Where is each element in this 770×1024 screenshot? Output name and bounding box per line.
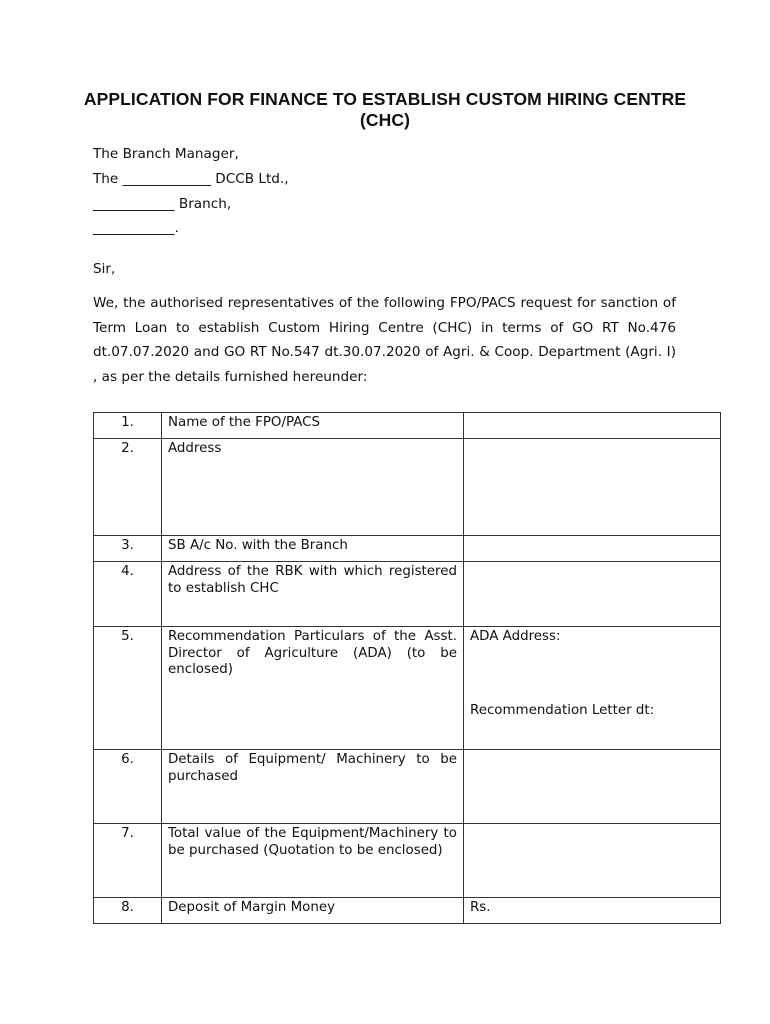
row-value[interactable] (464, 536, 721, 562)
row-value[interactable] (464, 413, 721, 439)
table-row (94, 439, 721, 536)
row-number: 8. (94, 898, 162, 924)
document-title: APPLICATION FOR FINANCE TO ESTABLISH CUSTOM HIRING CENTRE (CHC) (83, 89, 687, 130)
addressee-line-3: ____________ Branch, (93, 196, 232, 212)
row-value[interactable] (464, 562, 721, 627)
row-label: Name of the FPO/PACS (162, 413, 464, 439)
table-row (94, 824, 721, 898)
request-paragraph: We, the authorised representatives of the following FPO/PACS request for sanction of Term Loan to establish Custom Hiring Centre (CHC) in terms of GO RT No.476 dt.07.07.2020 and GO RT No.547 dt.30.07.2020 of Agri. & Coop. Department (Agri. I) , as per the details furnished hereunder: (93, 295, 676, 385)
row-label: Address (162, 439, 464, 536)
table-row (94, 536, 721, 562)
row-label: Deposit of Margin Money (162, 898, 464, 924)
row-number: 5. (94, 627, 162, 750)
addressee-line-1: The Branch Manager, (93, 146, 239, 162)
row-number: 6. (94, 750, 162, 824)
row-value[interactable]: Rs. (464, 898, 721, 924)
row-value[interactable] (464, 750, 721, 824)
row-value[interactable] (464, 824, 721, 898)
row-label: Address of the RBK with which registered to establish CHC (162, 562, 464, 627)
row-label: SB A/c No. with the Branch (162, 536, 464, 562)
row-number: 1. (94, 413, 162, 439)
row-number: 2. (94, 439, 162, 536)
salutation: Sir, (93, 261, 116, 277)
row-value[interactable] (464, 627, 721, 750)
table-row (94, 627, 721, 750)
addressee-line-2: The _____________ DCCB Ltd., (93, 171, 289, 187)
addressee-line-4: ____________. (93, 220, 179, 236)
row-label: Total value of the Equipment/Machinery to be purchased (Quotation to be enclosed) (162, 824, 464, 898)
table-row (94, 562, 721, 627)
row-value[interactable] (464, 439, 721, 536)
table-row (94, 750, 721, 824)
table-row (94, 898, 721, 924)
table-row (94, 413, 721, 439)
ada-address-label: ADA Address: (470, 629, 561, 644)
row-label: Recommendation Particulars of the Asst. Director of Agriculture (ADA) (to be enclosed) (162, 627, 464, 750)
recommendation-letter-date-label: Recommendation Letter dt: (470, 702, 655, 718)
row-number: 4. (94, 562, 162, 627)
row-number: 3. (94, 536, 162, 562)
row-label: Details of Equipment/ Machinery to be purchased (162, 750, 464, 824)
row-number: 7. (94, 824, 162, 898)
details-table (93, 412, 721, 924)
